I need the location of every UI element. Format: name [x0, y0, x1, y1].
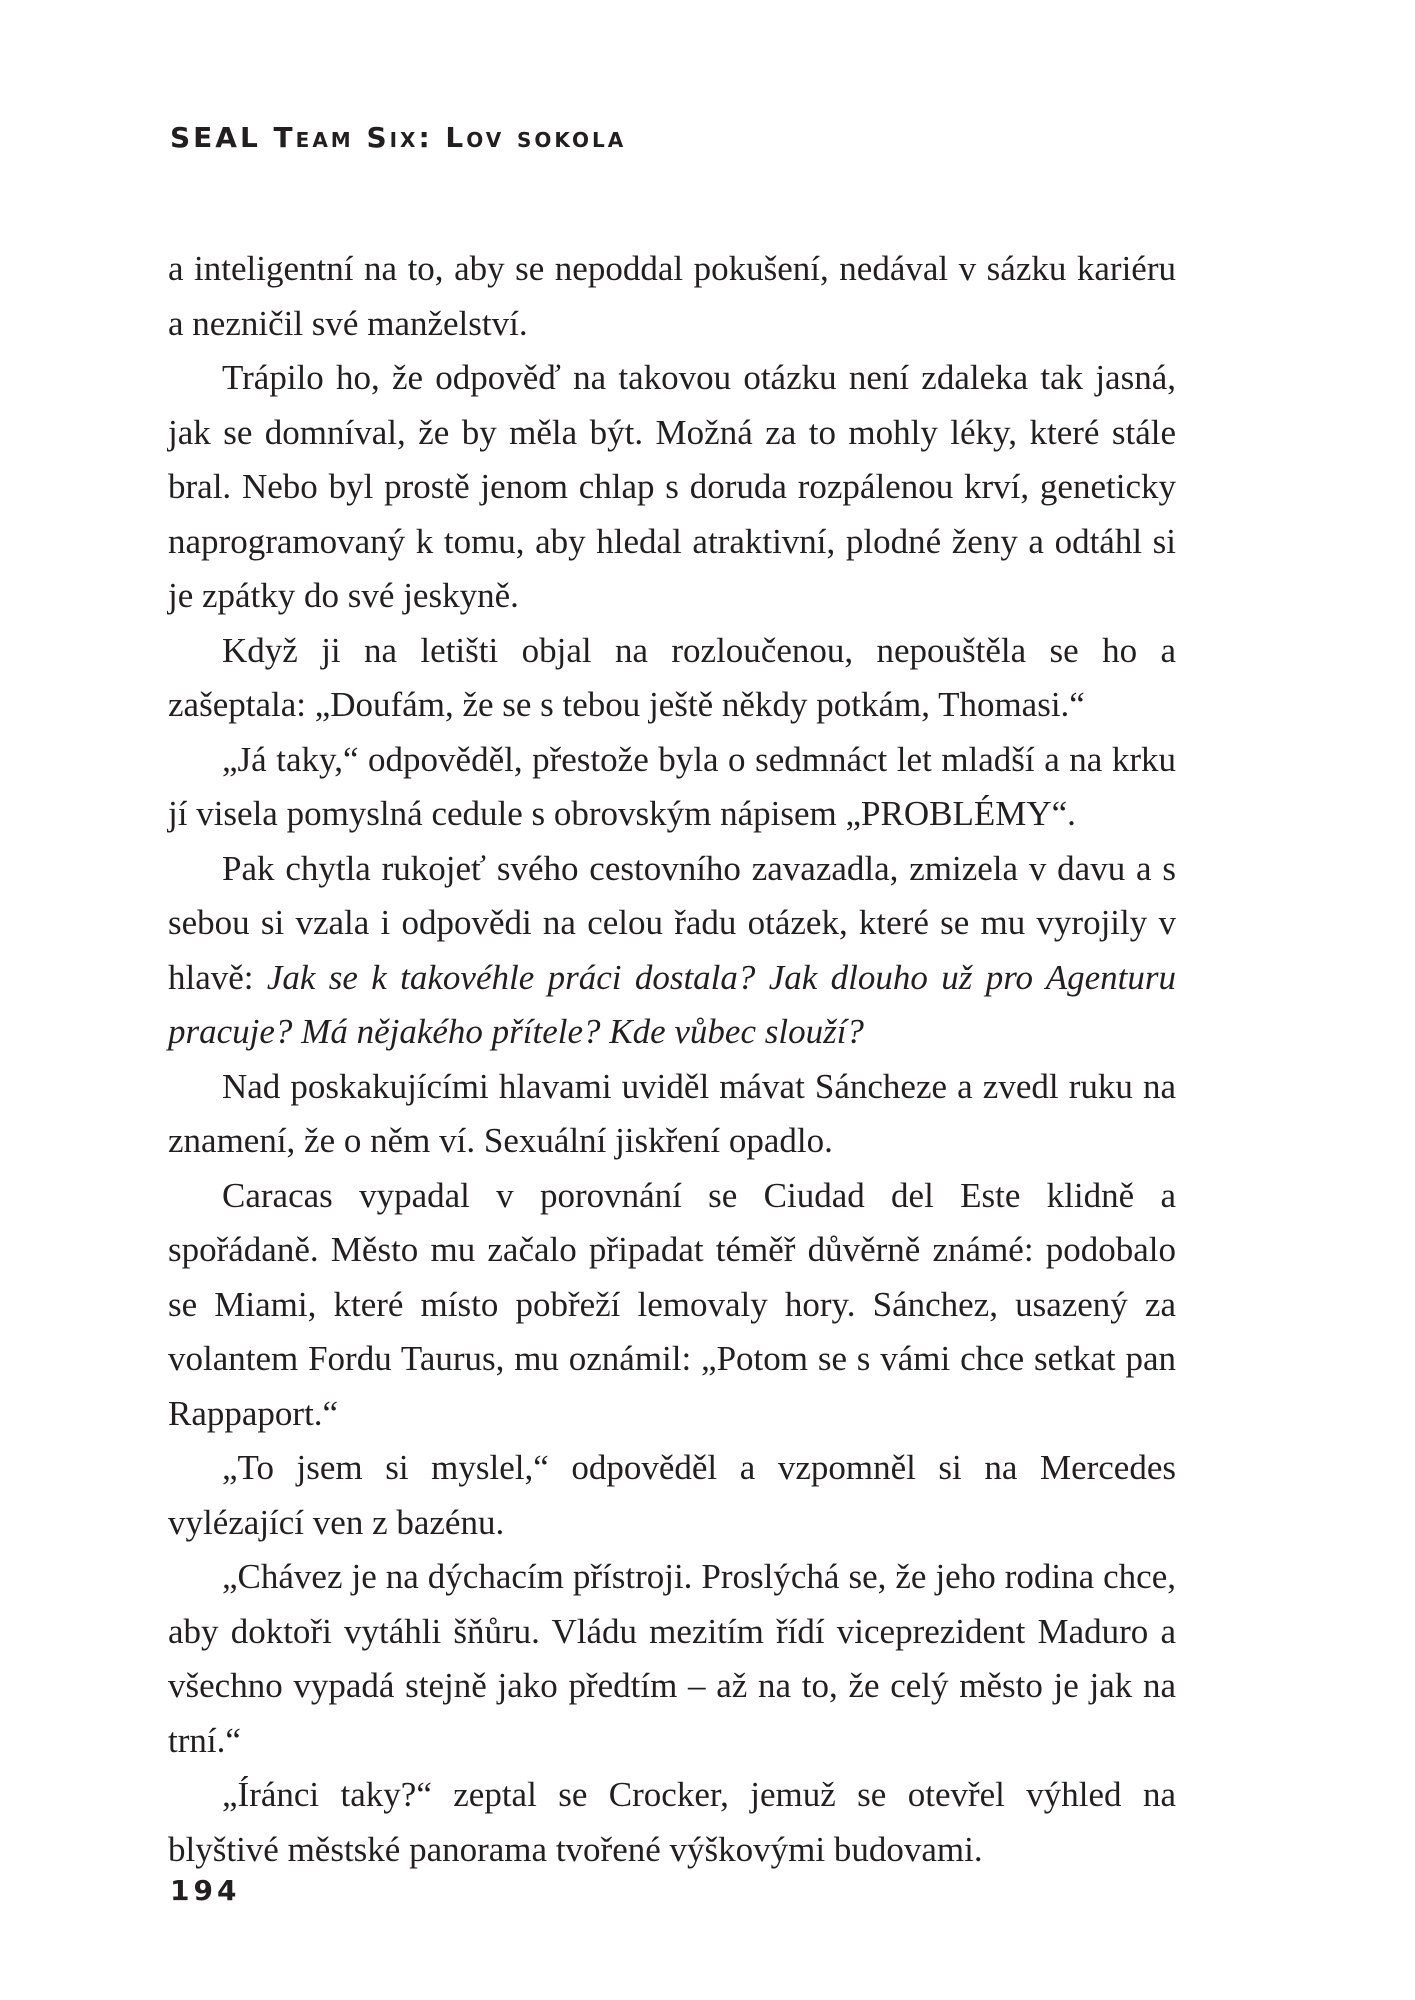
- paragraph: „Chávez je na dýchacím přístroji. Proslýchá se, že jeho rodina chce, aby doktoři vytáhli šňůru. Vládu mezitím řídí viceprezident Maduro a všechno vypadá stejně jako předtím – až na to, že celý město je jak na trní.“: [168, 1557, 1176, 1760]
- running-header: SEAL Team Six: Lov sokola: [170, 121, 627, 154]
- paragraph-text: Pak chytla rukojeť svého cestovního zavazadla, zmizela v davu a s sebou si vzala i odpovědi na celou řadu otázek, které se mu vyrojily v hlavě:: [168, 848, 1176, 997]
- paragraph: Trápilo ho, že odpověď na takovou otázku není zdaleka tak jasná, jak se domníval, že by měla být. Možná za to mohly léky, které stále bral. Nebo byl prostě jenom chlap s doruda rozpálenou krví, geneticky naprogramovaný k tomu, aby hledal atraktivní, plodné ženy a odtáhl si je zpátky do své jeskyně.: [168, 358, 1176, 615]
- italic-thoughts: Jak se k takovéhle práci dostala? Jak dlouho už pro Agenturu pracuje? Má nějakého přítele? Kde vůbec slouží?: [168, 957, 1176, 1051]
- paragraph: „To jsem si myslel,“ odpověděl a vzpomněl si na Mercedes vylézající ven z bazénu.: [168, 1448, 1176, 1542]
- paragraph: Nad poskakujícími hlavami uviděl mávat Sáncheze a zvedl ruku na znamení, že o něm ví. Sexuální jiskření opadlo.: [168, 1066, 1176, 1160]
- body-text: [168, 242, 1176, 1877]
- paragraph: [168, 842, 1176, 1060]
- paragraph: „Já taky,“ odpověděl, přestože byla o sedmnáct let mladší a na krku jí visela pomyslná cedule s obrovským nápisem „PROBLÉMY“.: [168, 739, 1176, 833]
- paragraph: Když ji na letišti objal na rozloučenou, nepouštěla se ho a zašeptala: „Doufám, že se s tebou ještě někdy potkám, Thomasi.“: [168, 630, 1176, 724]
- paragraph: Caracas vypadal v porovnání se Ciudad del Este klidně a spořádaně. Město mu začalo připadat téměř důvěrně známé: podobalo se Miami, které místo pobřeží lemovaly hory. Sánchez, usazený za volantem Fordu Taurus, mu oznámil: „Potom se s vámi chce setkat pan Rappaport.“: [168, 1175, 1176, 1433]
- paragraph: a inteligentní na to, aby se nepoddal pokušení, nedával v sázku kariéru a nezničil své manželství.: [168, 249, 1176, 343]
- paragraph: „Íránci taky?“ zeptal se Crocker, jemuž se otevřel výhled na blyštivé městské panorama tvořené výškovými budovami.: [168, 1775, 1176, 1869]
- page-number: 194: [170, 1874, 241, 1907]
